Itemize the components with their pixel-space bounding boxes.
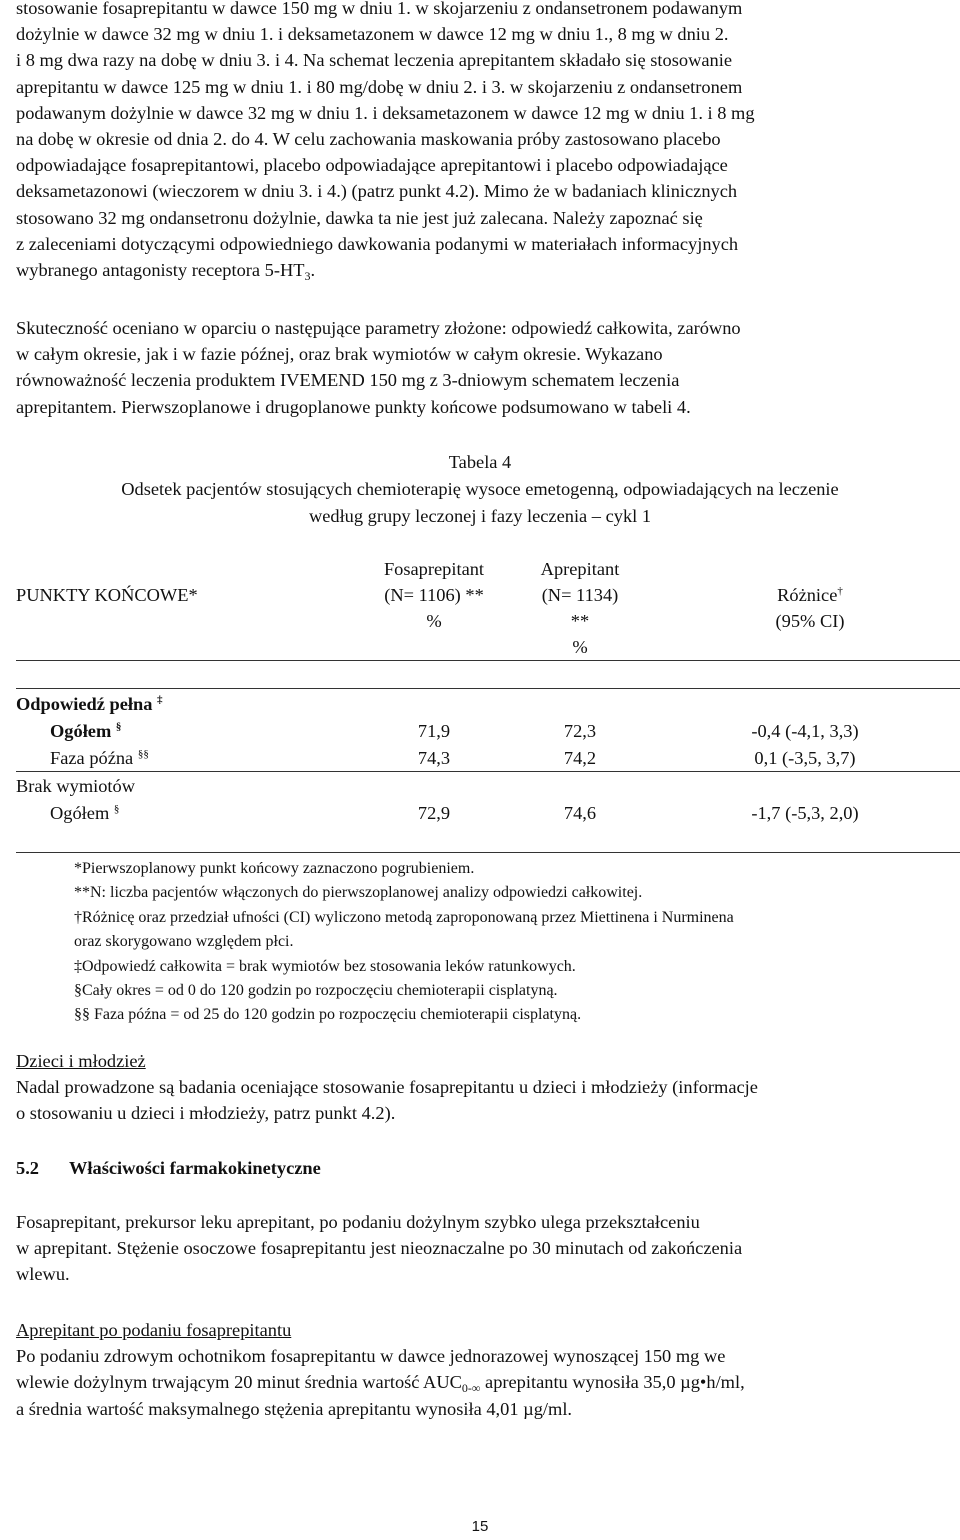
pharmacokinetics-paragraph (16, 1209, 941, 1288)
subheading: Dzieci i młodzież (16, 1051, 146, 1071)
footnote-mark: † (837, 585, 843, 597)
text-line: na dobę w okresie od dnia 2. do 4. W celu zachowania maskowania próby zastosowano placebo (16, 129, 721, 150)
footnote: oraz skorygowano względem płci. (74, 933, 294, 951)
row-label-late-phase (50, 745, 149, 771)
efficacy-paragraph (16, 315, 941, 420)
header-line: (N= 1134) (541, 585, 619, 605)
row-label-no-vomiting: Brak wymiotów (16, 776, 136, 796)
section-number: 5.2 (16, 1158, 39, 1178)
text-line: podawanym dożylnie w dawce 32 mg w dniu 1. i deksametazonem w dawce 12 mg w dniu 1. i 8 mg (16, 102, 755, 123)
aprepitant-after-fosaprepitant (16, 1317, 941, 1422)
table-rule (16, 660, 960, 661)
value-fosaprepitant: 74,3 (417, 748, 451, 768)
value-difference: -1,7 (-5,3, 2,0) (751, 803, 859, 823)
footnote-mark: §§ (137, 748, 149, 760)
header-aprepitant (500, 556, 660, 660)
header-endpoints: PUNKTY KOŃCOWE* (16, 585, 198, 605)
footnote-mark: § (113, 803, 120, 815)
text-line: Po podaniu zdrowym ochotnikom fosaprepitantu w dawce jednorazowej wynoszącej 150 mg we (16, 1346, 726, 1367)
header-line: % (572, 637, 588, 657)
header-line (720, 582, 900, 608)
text-line: wlewu. (16, 1264, 70, 1285)
footnote: *Pierwszoplanowy punkt końcowy zaznaczono pogrubieniem. (74, 860, 475, 877)
text-line: odpowiadające fosaprepitantowi, placebo odpowiadające aprepitantowi i placebo odpowiadające (16, 155, 728, 176)
footnote: **N: liczba pacjentów włączonych do pierwszoplanowej analizy odpowiedzi całkowitej. (74, 884, 643, 902)
header-line: (N= 1106) ** (384, 585, 484, 605)
header-line: Fosaprepitant (383, 559, 485, 579)
footnote-mark: ‡ (157, 694, 163, 706)
text-fragment: aprepitantu wynosiła 35,0 µg•h/ml, (480, 1372, 745, 1393)
text-line: i 8 mg dwa razy na dobę w dniu 3. i 4. Na schemat leczenia aprepitantem składało się stosowanie (16, 50, 732, 71)
value-aprepitant: 74,2 (563, 748, 597, 768)
text-line: Fosaprepitant, prekursor leku aprepitant, po podaniu dożylnym szybko ulega przekształceniu (16, 1212, 700, 1232)
text-line: aprepitantu w dawce 125 mg w dniu 1. i 80 mg/dobę w dniu 2. i 3. w skojarzeniu z ondansetronem (16, 76, 743, 97)
text-line: w aprepitant. Stężenie osoczowe fosaprepitantu jest nieoznaczalne po 30 minutach od zakończenia (16, 1238, 743, 1259)
text-fragment: . (310, 260, 316, 281)
header-line: ** (570, 611, 590, 631)
text-line: równoważność leczenia produktem IVEMEND 150 mg z 3-dniowym schematem leczenia (16, 370, 680, 391)
footnote-mark: § (115, 721, 122, 733)
text-line: o stosowaniu u dzieci i młodzieży, patrz punkt 4.2). (16, 1103, 396, 1124)
text-line (16, 1369, 941, 1395)
text-line: aprepitantem. Pierwszoplanowe i drugoplanowe punkty końcowe podsumowano w tabeli 4. (16, 396, 691, 417)
subscript: 0-∞ (461, 1381, 481, 1396)
table-caption: według grupy leczonej i fazy leczenia – cykl 1 (308, 506, 652, 526)
header-text: Różnice (777, 585, 838, 605)
value-aprepitant: 72,3 (563, 721, 597, 741)
row-label-text: Ogółem (50, 803, 110, 823)
value-difference: 0,1 (-3,5, 3,7) (754, 748, 856, 768)
text-line: dożylnie w dawce 32 mg w dniu 1. i deksametazonem w dawce 12 mg w dniu 1., 8 mg w dniu 2. (16, 24, 729, 45)
children-section (16, 1048, 941, 1127)
text-line: w całym okresie, jak i w fazie późnej, oraz brak wymiotów w całym okresie. Wykazano (16, 344, 663, 365)
subheading: Aprepitant po podaniu fosaprepitantu (16, 1320, 292, 1340)
text-line: deksametazonowi (wieczorem w dniu 3. i 4.) (patrz punkt 4.2). Mimo że w badaniach klinicznych (16, 181, 738, 202)
row-label-complete-response (16, 691, 163, 717)
subscript: 3 (304, 269, 311, 284)
header-line: (95% CI) (775, 611, 845, 631)
text-line: stosowanie fosaprepitantu w dawce 150 mg w dniu 1. w skojarzeniu z ondansetronem podawanym (16, 0, 743, 18)
table-rule (16, 852, 960, 853)
value-difference: -0,4 (-4,1, 3,3) (751, 721, 859, 741)
text-line: stosowano 32 mg ondansetronu dożylnie, dawka ta nie jest już zalecana. Należy zapoznać się (16, 207, 703, 228)
text-line (16, 257, 941, 283)
section-heading (16, 1155, 321, 1181)
table-label: Tabela 4 (448, 452, 512, 472)
text-line: z zaleceniami dotyczącymi odpowiedniego dawkowania podanymi w materiałach informacyjnych (16, 233, 739, 254)
page-number: 15 (471, 1518, 489, 1535)
table-footnotes (74, 857, 934, 1028)
header-difference (720, 582, 900, 634)
header-line: Aprepitant (540, 559, 620, 579)
text-line: a średnia wartość maksymalnego stężenia aprepitantu wynosiła 4,01 µg/ml. (16, 1398, 573, 1419)
row-label-overall (50, 800, 119, 826)
footnote: §§ Faza późna = od 25 do 120 godzin po rozpoczęciu chemioterapii cisplatyną. (74, 1006, 582, 1024)
footnote: §Cały okres = od 0 do 120 godzin po rozpoczęciu chemioterapii cisplatyną. (74, 982, 558, 1000)
text-line: Skuteczność oceniano w oparciu o następujące parametry złożone: odpowiedź całkowita, zarówno (16, 318, 741, 338)
table-rule (16, 771, 960, 772)
section-title: Właściwości farmakokinetyczne (69, 1158, 321, 1178)
value-fosaprepitant: 71,9 (417, 721, 451, 741)
value-aprepitant: 74,6 (563, 803, 597, 823)
header-fosaprepitant (344, 556, 524, 634)
text-fragment: wybranego antagonisty receptora 5-HT (16, 260, 305, 281)
footnote: †Różnicę oraz przedział ufności (CI) wyliczono metodą zaproponowaną przez Miettinena i Nurminena (74, 908, 734, 926)
header-line: % (426, 611, 442, 631)
table-rule (16, 688, 960, 689)
row-label-text: Odpowiedź pełna (16, 694, 153, 714)
text-line: Nadal prowadzone są badania oceniające stosowanie fosaprepitantu u dzieci i młodzieży (informacje (16, 1077, 758, 1098)
footnote: ‡Odpowiedź całkowita = brak wymiotów bez stosowania leków ratunkowych. (74, 957, 576, 975)
row-label-overall (50, 718, 121, 744)
row-label-text: Ogółem (50, 721, 112, 741)
intro-paragraph (16, 0, 941, 283)
text-fragment: wlewie dożylnym trwającym 20 minut średnia wartość AUC (16, 1372, 462, 1393)
value-fosaprepitant: 72,9 (417, 803, 451, 823)
row-label-text: Faza późna (50, 748, 134, 768)
table-caption: Odsetek pacjentów stosujących chemioterapię wysoce emetogenną, odpowiadających na leczenie (121, 479, 839, 499)
